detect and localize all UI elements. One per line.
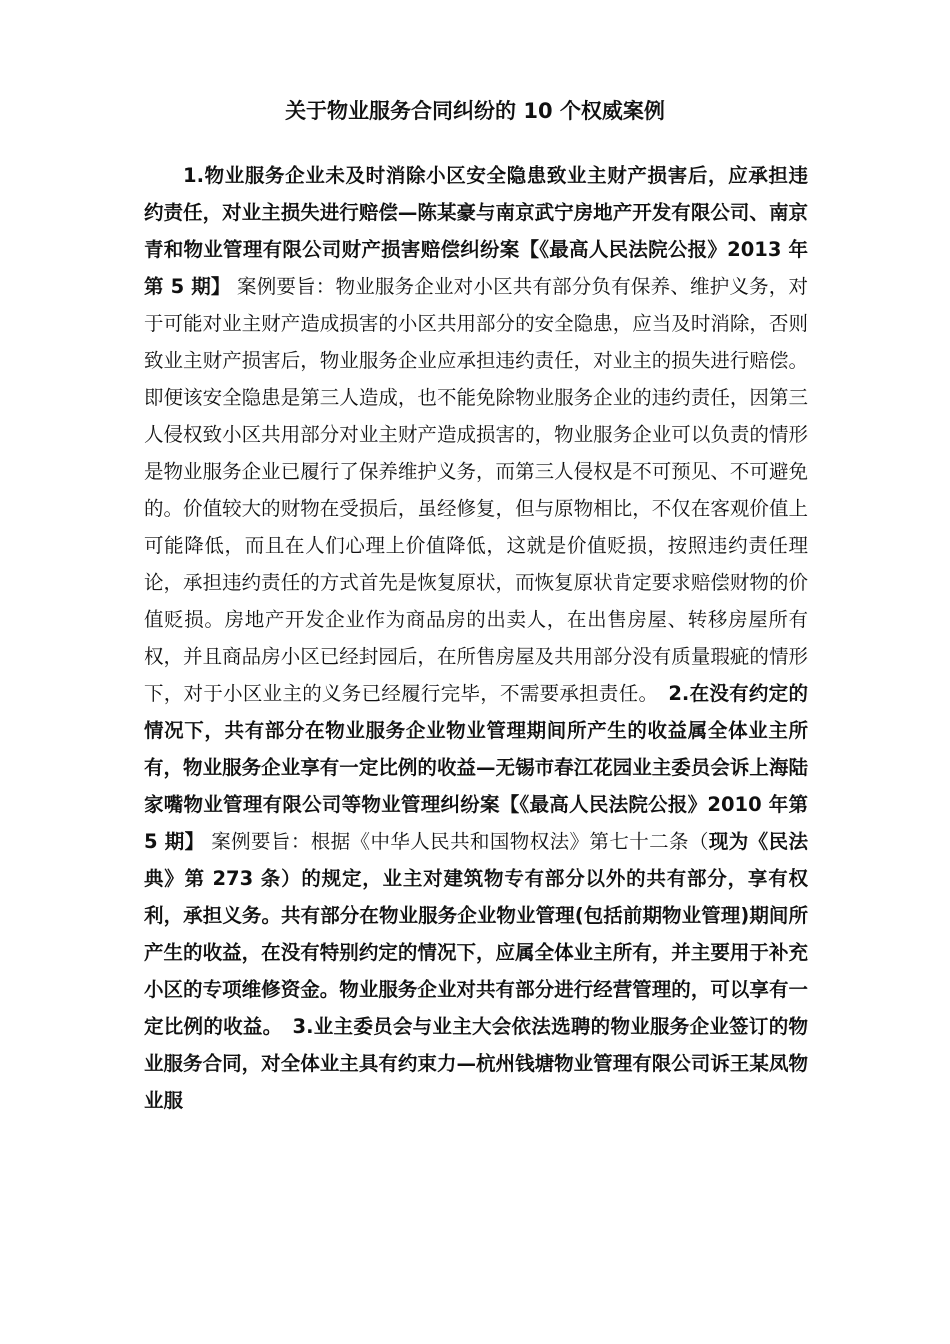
document-title: 关于物业服务合同纠纷的 10 个权威案例 <box>285 99 665 123</box>
case-2-gist-bold: 现为《民法典》第 273 条）的规定，业主对建筑物专有部分以外的共有部分，享有权利，承担义务。共有部分在物业服务企业物业管理(包括前期物业管理)期间所产生的收益，在没有特别约定的情况下，应属全体业主所有，并主要用于补充小区的专项维修资金。物业服务企业对共有部分进行经营管理的，可以享有一定比例的收益。 <box>144 830 808 1038</box>
case-1-heading: 1.物业服务企业未及时消除小区安全隐患致业主财产损害后，应承担违约责任，对业主损失进行赔偿—陈某豪与南京武宁房地产开发有限公司、南京青和物业管理有限公司财产损害赔偿纠纷案【《最高人民法院公报》2013 年第 5 期】 <box>144 164 808 298</box>
document-body <box>144 157 808 1119</box>
case-3-heading: 3.业主委员会与业主大会依法选聘的物业服务企业签订的物业服务合同，对全体业主具有约束力—杭州钱塘物业管理有限公司诉王某凤物业服 <box>144 1015 808 1112</box>
case-2-heading: 2.在没有约定的情况下，共有部分在物业服务企业物业管理期间所产生的收益属全体业主所有，物业服务企业享有一定比例的收益—无锡市春江花园业主委员会诉上海陆家嘴物业管理有限公司等物业管理纠纷案【《最高人民法院公报》2010 年第 5 期】 <box>144 682 808 853</box>
case-2-gist-prefix: 案例要旨：根据《中华人民共和国物权法》第七十二条（ <box>211 830 709 853</box>
case-1-gist: 案例要旨：物业服务企业对小区共有部分负有保养、维护义务，对于可能对业主财产造成损害的小区共用部分的安全隐患，应当及时消除，否则致业主财产损害后，物业服务企业应承担违约责任，对业主的损失进行赔偿。即便该安全隐患是第三人造成，也不能免除物业服务企业的违约责任，因第三人侵权致小区共用部分对业主财产造成损害的，物业服务企业可以负责的情形是物业服务企业已履行了保养维护义务，而第三人侵权是不可预见、不可避免的。价值较大的财物在受损后，虽经修复，但与原物相比，不仅在客观价值上可能降低，而且在人们心理上价值降低，这就是价值贬损，按照违约责任理论，承担违约责任的方式首先是恢复原状，而恢复原状肯定要求赔偿财物的价值贬损。房地产开发企业作为商品房的出卖人，在出售房屋、转移房屋所有权，并且商品房小区已经封园后，在所售房屋及共用部分没有质量瑕疵的情形下，对于小区业主的义务已经履行完毕，不需要承担责任。 <box>144 275 808 705</box>
